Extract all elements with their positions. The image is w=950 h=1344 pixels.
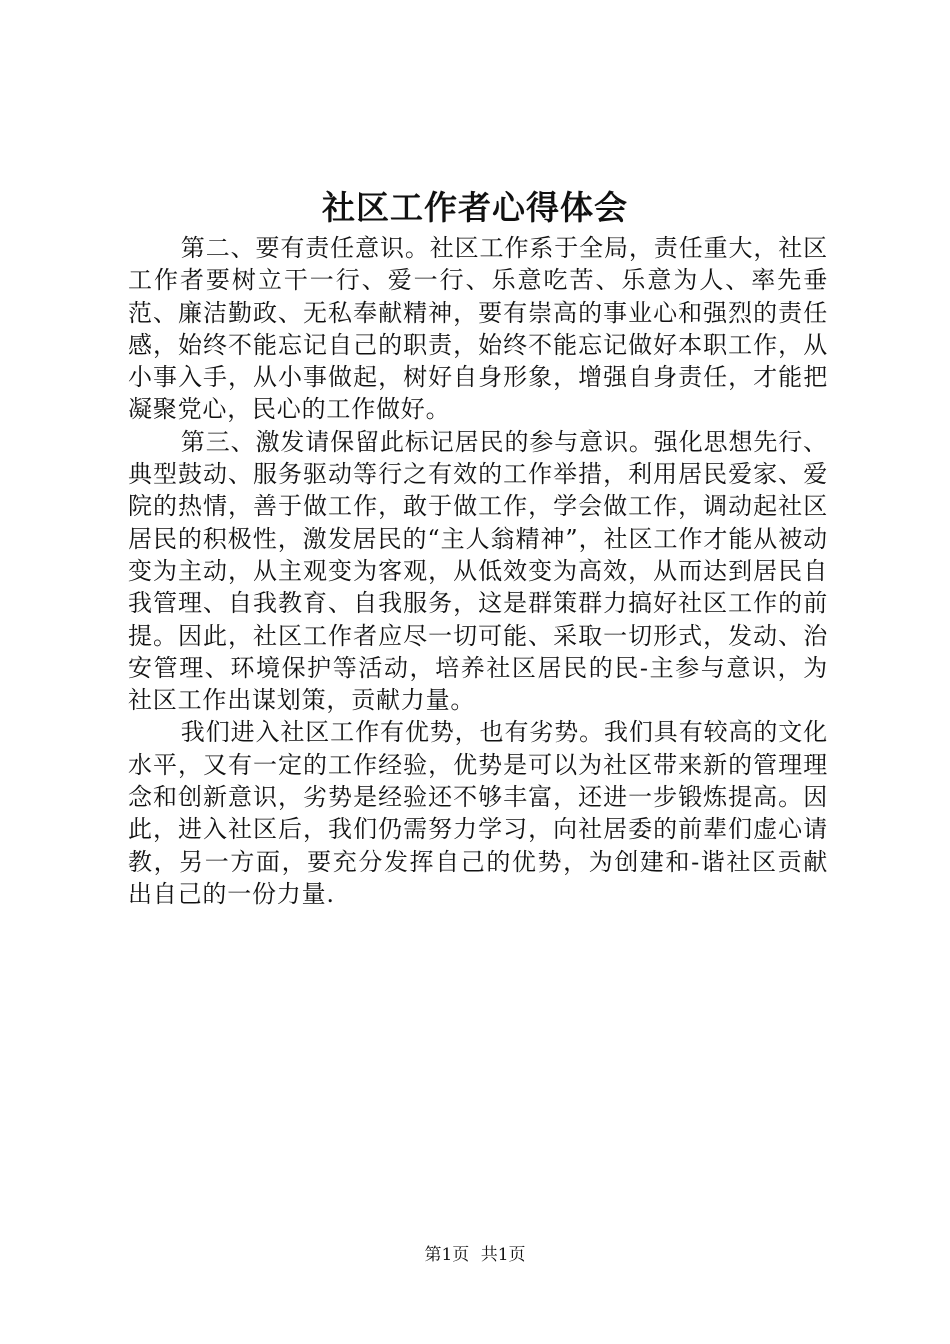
page-number-total: 共1页 [480,1245,526,1265]
page-footer [0,1244,950,1266]
paragraph-responsibility: 第二、要有责任意识。社区工作系于全局，责任重大，社区工作者要树立干一行、爱一行、乐意吃苦、乐意为人、率先垂范、廉洁勤政、无私奉献精神，要有崇高的事业心和强烈的责任感，始终不能忘记自己的职责，始终不能忘记做好本职工作，从小事入手，从小事做起，树好自身形象，增强自身责任，才能把凝聚党心，民心的工作做好。 [128,234,828,424]
document-body [128,232,828,910]
paragraph-advantages: 我们进入社区工作有优势，也有劣势。我们具有较高的文化水平，又有一定的工作经验，优势是可以为社区带来新的管理理念和创新意识，劣势是经验还不够丰富，还进一步锻炼提高。因此，进入社区后，我们仍需努力学习，向社居委的前辈们虚心请教，另一方面，要充分发挥自己的优势，为创建和-谐社区贡献出自己的一份力量. [128,718,828,908]
paragraph-participation: 第三、激发请保留此标记居民的参与意识。强化思想先行、典型鼓动、服务驱动等行之有效的工作举措，利用居民爱家、爱院的热情，善于做工作，敢于做工作，学会做工作，调动起社区居民的积极性，激发居民的“主人翁精神”，社区工作才能从被动变为主动，从主观变为客观，从低效变为高效，从而达到居民自我管理、自我教育、自我服务，这是群策群力搞好社区工作的前提。因此，社区工作者应尽一切可能、采取一切形式，发动、治安管理、环境保护等活动，培养社区居民的民-主参与意识，为社区工作出谋划策，贡献力量。 [128,427,828,715]
page-number-current: 第1页 [424,1245,470,1265]
document-title: 社区工作者心得体会 [322,188,628,227]
